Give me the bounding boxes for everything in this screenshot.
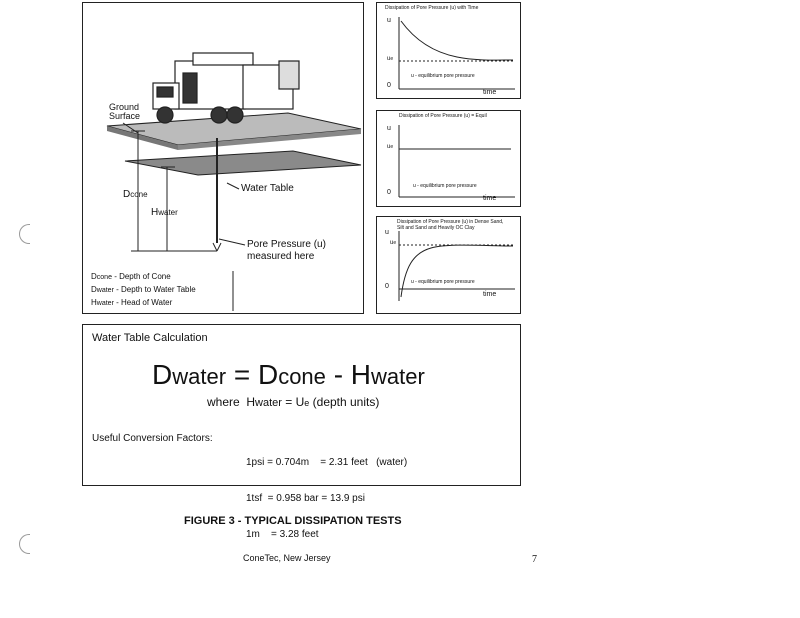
dissipation-graph-3 bbox=[376, 216, 521, 314]
y-top-label: u bbox=[387, 17, 391, 24]
graph-note: u - equilibrium pore pressure bbox=[411, 279, 475, 285]
legend-item: Dcone - Depth of Cone bbox=[91, 272, 171, 281]
water-table-equation: Dwater = Dcone - Hwater bbox=[152, 359, 425, 390]
conversion-item: 1tsf = 0.958 bar = 13.9 psi bbox=[246, 493, 365, 504]
y-top-label: u bbox=[387, 125, 391, 132]
graph-plot bbox=[377, 111, 520, 206]
graph-title: Dissipation of Pore Pressure (u) in Dense Sand, Silt and Sand and Heavily OC Clay bbox=[397, 219, 504, 231]
conversion-label: Useful Conversion Factors: bbox=[92, 433, 213, 444]
x-axis-label: time bbox=[483, 291, 497, 298]
diagram-legend bbox=[91, 271, 196, 310]
graph-note: u - equilibrium pore pressure bbox=[413, 183, 477, 189]
cpt-truck-icon bbox=[153, 53, 299, 123]
conversion-list bbox=[246, 433, 407, 565]
calc-heading: Water Table Calculation bbox=[92, 332, 208, 344]
dissipation-graph-2 bbox=[376, 110, 521, 207]
graph-plot bbox=[377, 3, 520, 98]
y-mid-label: ue bbox=[390, 240, 397, 246]
water-table-slab bbox=[125, 151, 361, 175]
legend-item: Hwater - Head of Water bbox=[91, 298, 173, 307]
conversion-item: 1psi = 0.704m = 2.31 feet (water) bbox=[246, 457, 408, 468]
y-zero-label: 0 bbox=[387, 82, 391, 89]
water-table-label: Water Table bbox=[241, 183, 294, 194]
y-mid-label: ue bbox=[387, 144, 394, 150]
x-axis-label: time bbox=[483, 195, 497, 202]
cone-diagram bbox=[83, 3, 363, 313]
x-axis-label: time bbox=[483, 89, 497, 96]
y-top-label: u bbox=[385, 229, 389, 236]
binder-hole-mark bbox=[19, 534, 30, 554]
d-cone-label: Dcone bbox=[123, 189, 148, 200]
y-zero-label: 0 bbox=[387, 189, 391, 196]
page-number: 7 bbox=[532, 554, 537, 565]
decay-curve bbox=[401, 21, 513, 60]
h-water-label: Hwater bbox=[151, 207, 178, 218]
page-footer: ConeTec, New Jersey bbox=[243, 553, 331, 563]
cone-diagram-panel bbox=[82, 2, 364, 314]
figure-caption: FIGURE 3 - TYPICAL DISSIPATION TESTS bbox=[184, 515, 402, 527]
conversion-item: 1m = 3.28 feet bbox=[246, 529, 319, 540]
graph-title: Dissipation of Pore Pressure (u) = Equil bbox=[399, 113, 487, 119]
y-zero-label: 0 bbox=[385, 283, 389, 290]
graph-plot bbox=[377, 217, 520, 313]
graph-title: Dissipation of Pore Pressure (u) with Time bbox=[385, 5, 479, 11]
dissipation-graph-1 bbox=[376, 2, 521, 99]
ground-surface-label: Ground Surface bbox=[109, 102, 141, 121]
binder-hole-mark bbox=[19, 224, 30, 244]
legend-item: Dwater - Depth to Water Table bbox=[91, 285, 196, 294]
where-clause: where Hwater = Ue (depth units) bbox=[207, 395, 380, 409]
graph-note: u - equilibrium pore pressure bbox=[411, 73, 475, 79]
pore-pressure-label: Pore Pressure (u) measured here bbox=[247, 239, 326, 262]
y-mid-label: ue bbox=[387, 56, 394, 62]
